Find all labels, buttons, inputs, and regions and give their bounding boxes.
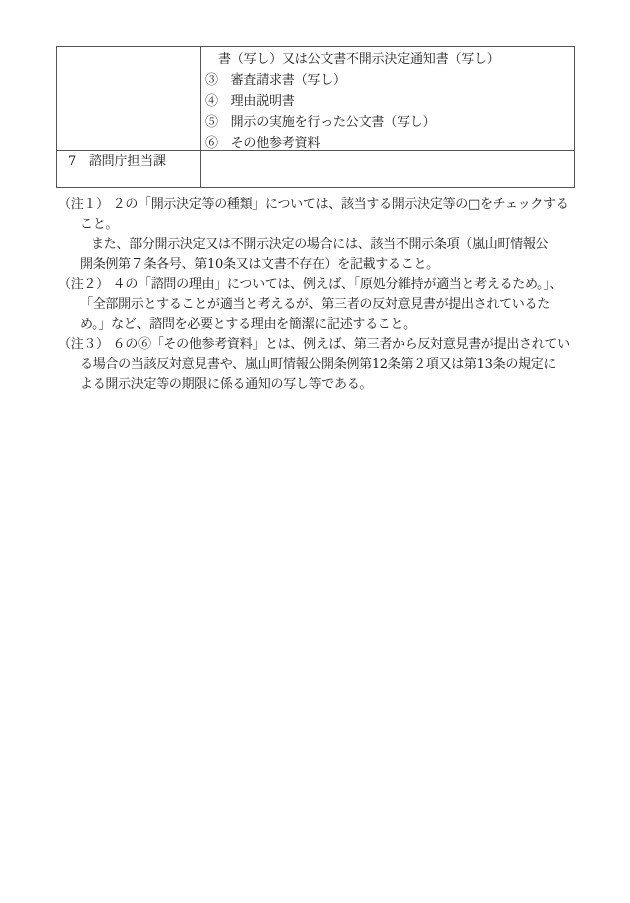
- consultation-form-table: [56, 46, 575, 188]
- note3-line2: る場合の当該反対意見書や、嵐山町情報公開条例第12条第２項又は第13条の規定に: [80, 357, 557, 372]
- note2-line1: （注２） ４の「諮問の理由」については、例えば、「原処分維持が適当と考えるため。」、: [58, 277, 563, 292]
- attachments-list-cell: [201, 47, 574, 150]
- note3-line1: （注３） ６の⑥「その他参考資料」とは、例えば、第三者から反対意見書が提出されてい: [58, 337, 570, 352]
- note1-line2: こと。: [80, 217, 119, 232]
- attachment-line-5: ⑤ 開示の実施を行った公文書（写し）: [205, 115, 436, 130]
- notes-section: [58, 195, 598, 395]
- note3-line3: よる開示決定等の期限に係る通知の写し等である。: [80, 377, 373, 392]
- attachment-line-3: ③ 審査請求書（写し）: [205, 73, 346, 88]
- attachment-line-4: ④ 理由説明書: [205, 94, 295, 109]
- table-row-attachments: [57, 47, 574, 151]
- attachments-row-empty-label-cell: [57, 47, 201, 150]
- note2-line3: め。」など、諮問を必要とする理由を簡潔に記述すること。: [80, 317, 416, 332]
- department-label: 7 諮問庁担当課: [68, 154, 166, 169]
- department-value-cell: [201, 151, 574, 187]
- note2-line2: 「全部開示とすることが適当と考えるが、第三者の反対意見書が提出されているた: [80, 297, 550, 312]
- note1-line3: また、部分開示決定又は不開示決定の場合には、該当不開示条項（嵐山町情報公: [91, 237, 549, 252]
- department-label-cell: [57, 151, 201, 187]
- attachment-line-6: ⑥ その他参考資料: [205, 136, 321, 151]
- attachment-line-continuation: 書（写し）又は公文書不開示決定通知書（写し）: [218, 52, 500, 67]
- note1-line4: 開条例第７条各号、第10条又は文書不存在）を記載すること。: [80, 257, 439, 272]
- table-row-department: [57, 151, 574, 187]
- note1-line1: （注１） ２の「開示決定等の種類」については、該当する開示決定等の□をチェックする: [58, 197, 569, 212]
